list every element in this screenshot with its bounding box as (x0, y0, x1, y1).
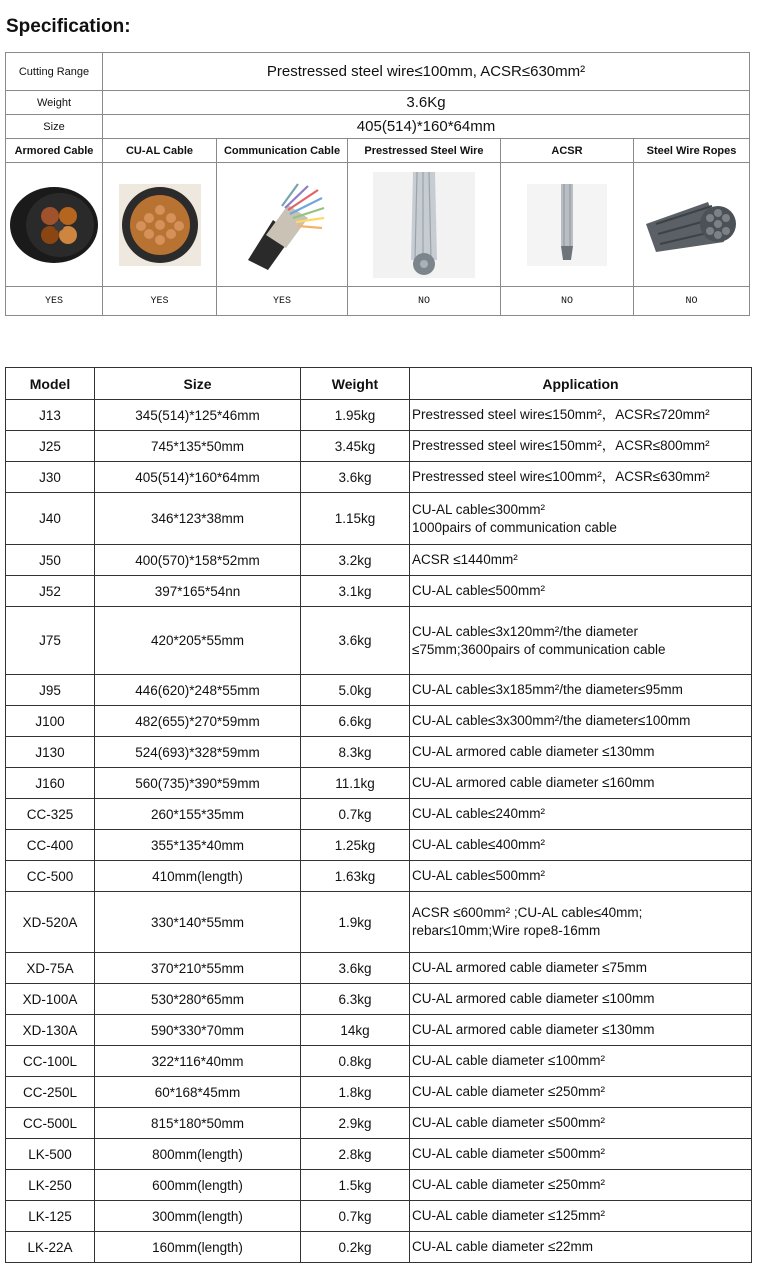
weight-cell: 1.95kg (301, 400, 410, 431)
weight-value: 3.6Kg (103, 91, 750, 115)
model-cell: LK-125 (6, 1201, 95, 1232)
application-cell (410, 768, 752, 799)
header-weight: Weight (301, 368, 410, 400)
table-row (6, 768, 752, 799)
weight-cell: 11.1kg (301, 768, 410, 799)
table-row (6, 1046, 752, 1077)
size-cell: 600mm(length) (95, 1170, 301, 1201)
size-cell: 330*140*55mm (95, 892, 301, 953)
category-prestressed-steel-wire: Prestressed Steel Wire (348, 139, 501, 163)
weight-cell: 1.25kg (301, 830, 410, 861)
size-cell: 260*155*35mm (95, 799, 301, 830)
steel-wire-rope-image-cell (634, 163, 750, 287)
weight-cell: 1.15kg (301, 493, 410, 545)
size-cell: 397*165*54nn (95, 576, 301, 607)
application-line: CU-AL cable≤300mm² (412, 501, 545, 517)
table-row (6, 400, 752, 431)
header-size: Size (95, 368, 301, 400)
application-line: CU-AL cable≤500mm² (412, 583, 545, 598)
application-cell (410, 493, 752, 545)
prestressed-steel-wire-photo (373, 172, 475, 278)
table-row (6, 892, 752, 953)
size-cell: 405(514)*160*64mm (95, 462, 301, 493)
weight-cell: 2.8kg (301, 1139, 410, 1170)
size-cell: 524(693)*328*59mm (95, 737, 301, 768)
application-line: CU-AL cable≤240mm² (412, 806, 545, 821)
model-cell: CC-250L (6, 1077, 95, 1108)
application-line: Prestressed steel wire≤100mm²，ACSR≤630mm² (412, 469, 710, 484)
size-cell: 420*205*55mm (95, 607, 301, 675)
table-row (6, 576, 752, 607)
weight-cell: 6.3kg (301, 984, 410, 1015)
category-cu-al-cable: CU-AL Cable (103, 139, 217, 163)
application-cell (410, 607, 752, 675)
weight-cell: 6.6kg (301, 706, 410, 737)
table-row (6, 1077, 752, 1108)
application-cell (410, 576, 752, 607)
table-row (6, 1108, 752, 1139)
cu-al-cable-image-cell (103, 163, 217, 287)
size-cell: 590*330*70mm (95, 1015, 301, 1046)
application-cell (410, 1201, 752, 1232)
armored-cable-result: YES (6, 287, 103, 316)
communication-cable-photo (238, 180, 326, 270)
model-table-body (6, 400, 752, 1263)
application-line: CU-AL cable≤3x300mm²/the diameter≤100mm (412, 713, 691, 728)
application-cell (410, 1170, 752, 1201)
application-cell (410, 1015, 752, 1046)
table-row (6, 830, 752, 861)
weight-cell: 8.3kg (301, 737, 410, 768)
model-cell: CC-100L (6, 1046, 95, 1077)
weight-cell: 3.2kg (301, 545, 410, 576)
model-cell: J25 (6, 431, 95, 462)
weight-cell: 0.7kg (301, 1201, 410, 1232)
application-line: CU-AL cable≤400mm² (412, 837, 545, 852)
weight-cell: 3.1kg (301, 576, 410, 607)
weight-cell: 1.9kg (301, 892, 410, 953)
category-communication-cable: Communication Cable (217, 139, 348, 163)
application-cell (410, 431, 752, 462)
application-line: CU-AL armored cable diameter ≤75mm (412, 960, 647, 975)
model-cell: J160 (6, 768, 95, 799)
model-cell: CC-400 (6, 830, 95, 861)
application-line: ACSR ≤600mm² ;CU-AL cable≤40mm; (412, 905, 643, 920)
weight-cell: 1.8kg (301, 1077, 410, 1108)
table-row (6, 984, 752, 1015)
application-cell (410, 1139, 752, 1170)
application-line: CU-AL armored cable diameter ≤130mm (412, 744, 655, 759)
cu-al-cable-photo (119, 184, 201, 266)
application-line: CU-AL cable diameter ≤125mm² (412, 1208, 605, 1223)
size-cell: 345(514)*125*46mm (95, 400, 301, 431)
application-cell (410, 706, 752, 737)
application-cell (410, 737, 752, 768)
weight-label: Weight (6, 91, 103, 115)
weight-cell: 0.8kg (301, 1046, 410, 1077)
application-cell (410, 892, 752, 953)
specification-table (5, 52, 750, 316)
table-row (6, 545, 752, 576)
application-line: Prestressed steel wire≤150mm²，ACSR≤800mm² (412, 438, 710, 453)
acsr-image-cell (501, 163, 634, 287)
model-cell: LK-500 (6, 1139, 95, 1170)
size-cell: 745*135*50mm (95, 431, 301, 462)
weight-cell: 3.45kg (301, 431, 410, 462)
application-cell (410, 984, 752, 1015)
table-row (6, 706, 752, 737)
weight-cell: 3.6kg (301, 607, 410, 675)
model-cell: XD-100A (6, 984, 95, 1015)
steel-wire-rope-photo (646, 194, 738, 256)
application-line: CU-AL cable diameter ≤100mm² (412, 1053, 605, 1068)
application-line: ≤75mm;3600pairs of communication cable (412, 641, 666, 657)
weight-cell: 5.0kg (301, 675, 410, 706)
size-cell: 530*280*65mm (95, 984, 301, 1015)
table-row (6, 1170, 752, 1201)
steel-wire-ropes-result: NO (634, 287, 750, 316)
size-cell: 400(570)*158*52mm (95, 545, 301, 576)
table-row (6, 737, 752, 768)
table-row (6, 1139, 752, 1170)
size-label: Size (6, 115, 103, 139)
application-cell (410, 799, 752, 830)
size-cell: 482(655)*270*59mm (95, 706, 301, 737)
weight-cell: 2.9kg (301, 1108, 410, 1139)
model-cell: J100 (6, 706, 95, 737)
application-line: CU-AL cable≤3x120mm²/the diameter (412, 623, 638, 639)
table-row (6, 861, 752, 892)
application-line: CU-AL armored cable diameter ≤160mm (412, 775, 655, 790)
application-line: CU-AL cable diameter ≤500mm² (412, 1115, 605, 1130)
communication-cable-image-cell (217, 163, 348, 287)
model-cell: XD-520A (6, 892, 95, 953)
model-cell: J50 (6, 545, 95, 576)
model-cell: XD-130A (6, 1015, 95, 1046)
application-line: CU-AL cable diameter ≤250mm² (412, 1084, 605, 1099)
header-model: Model (6, 368, 95, 400)
size-cell: 322*116*40mm (95, 1046, 301, 1077)
application-line: Prestressed steel wire≤150mm²，ACSR≤720mm² (412, 407, 710, 422)
application-cell (410, 1046, 752, 1077)
application-cell (410, 400, 752, 431)
application-line: CU-AL cable≤500mm² (412, 868, 545, 883)
category-acsr: ACSR (501, 139, 634, 163)
model-cell: J52 (6, 576, 95, 607)
model-cell: CC-500 (6, 861, 95, 892)
application-line: CU-AL cable diameter ≤500mm² (412, 1146, 605, 1161)
size-cell: 355*135*40mm (95, 830, 301, 861)
application-line: CU-AL cable≤3x185mm²/the diameter≤95mm (412, 682, 683, 697)
table-row (6, 1232, 752, 1263)
table-row (6, 675, 752, 706)
model-cell: J30 (6, 462, 95, 493)
cutting-range-value: Prestressed steel wire≤100mm, ACSR≤630mm² (103, 53, 750, 91)
table-row (6, 1015, 752, 1046)
communication-cable-result: YES (217, 287, 348, 316)
weight-cell: 0.2kg (301, 1232, 410, 1263)
model-cell: CC-325 (6, 799, 95, 830)
model-cell: J75 (6, 607, 95, 675)
size-cell: 60*168*45mm (95, 1077, 301, 1108)
acsr-result: NO (501, 287, 634, 316)
model-cell: J13 (6, 400, 95, 431)
application-cell (410, 1077, 752, 1108)
model-cell: LK-250 (6, 1170, 95, 1201)
size-cell: 370*210*55mm (95, 953, 301, 984)
category-steel-wire-ropes: Steel Wire Ropes (634, 139, 750, 163)
model-cell: XD-75A (6, 953, 95, 984)
application-cell (410, 830, 752, 861)
prestressed-steel-wire-result: NO (348, 287, 501, 316)
application-cell (410, 861, 752, 892)
header-application: Application (410, 368, 752, 400)
size-cell: 160mm(length) (95, 1232, 301, 1263)
table-row (6, 799, 752, 830)
category-armored-cable: Armored Cable (6, 139, 103, 163)
prestressed-steel-wire-image-cell (348, 163, 501, 287)
table-row (6, 953, 752, 984)
page-heading: Specification: (6, 16, 131, 37)
application-cell (410, 953, 752, 984)
table-row (6, 607, 752, 675)
armored-cable-photo (8, 180, 100, 270)
application-line: ACSR ≤1440mm² (412, 552, 518, 567)
size-cell: 560(735)*390*59mm (95, 768, 301, 799)
application-line: rebar≤10mm;Wire rope8-16mm (412, 923, 601, 938)
table-row (6, 431, 752, 462)
size-cell: 815*180*50mm (95, 1108, 301, 1139)
size-value: 405(514)*160*64mm (103, 115, 750, 139)
size-cell: 346*123*38mm (95, 493, 301, 545)
model-cell: CC-500L (6, 1108, 95, 1139)
size-cell: 446(620)*248*55mm (95, 675, 301, 706)
acsr-photo (527, 184, 607, 266)
application-cell (410, 545, 752, 576)
weight-cell: 0.7kg (301, 799, 410, 830)
application-cell (410, 1108, 752, 1139)
size-cell: 410mm(length) (95, 861, 301, 892)
armored-cable-image-cell (6, 163, 103, 287)
application-cell (410, 1232, 752, 1263)
table-row (6, 1201, 752, 1232)
application-cell (410, 675, 752, 706)
model-cell: J95 (6, 675, 95, 706)
application-cell (410, 462, 752, 493)
model-cell: J130 (6, 737, 95, 768)
size-cell: 800mm(length) (95, 1139, 301, 1170)
table-row (6, 462, 752, 493)
cutting-range-label: Cutting Range (6, 53, 103, 91)
weight-cell: 1.63kg (301, 861, 410, 892)
cu-al-cable-result: YES (103, 287, 217, 316)
application-line: CU-AL cable diameter ≤250mm² (412, 1177, 605, 1192)
application-line: CU-AL armored cable diameter ≤130mm (412, 1022, 655, 1037)
application-line: 1000pairs of communication cable (412, 519, 617, 535)
model-table (5, 367, 752, 1263)
weight-cell: 1.5kg (301, 1170, 410, 1201)
application-line: CU-AL cable diameter ≤22mm (412, 1239, 593, 1254)
application-line: CU-AL armored cable diameter ≤100mm (412, 991, 655, 1006)
weight-cell: 3.6kg (301, 462, 410, 493)
weight-cell: 14kg (301, 1015, 410, 1046)
table-row (6, 493, 752, 545)
size-cell: 300mm(length) (95, 1201, 301, 1232)
model-cell: LK-22A (6, 1232, 95, 1263)
weight-cell: 3.6kg (301, 953, 410, 984)
model-cell: J40 (6, 493, 95, 545)
